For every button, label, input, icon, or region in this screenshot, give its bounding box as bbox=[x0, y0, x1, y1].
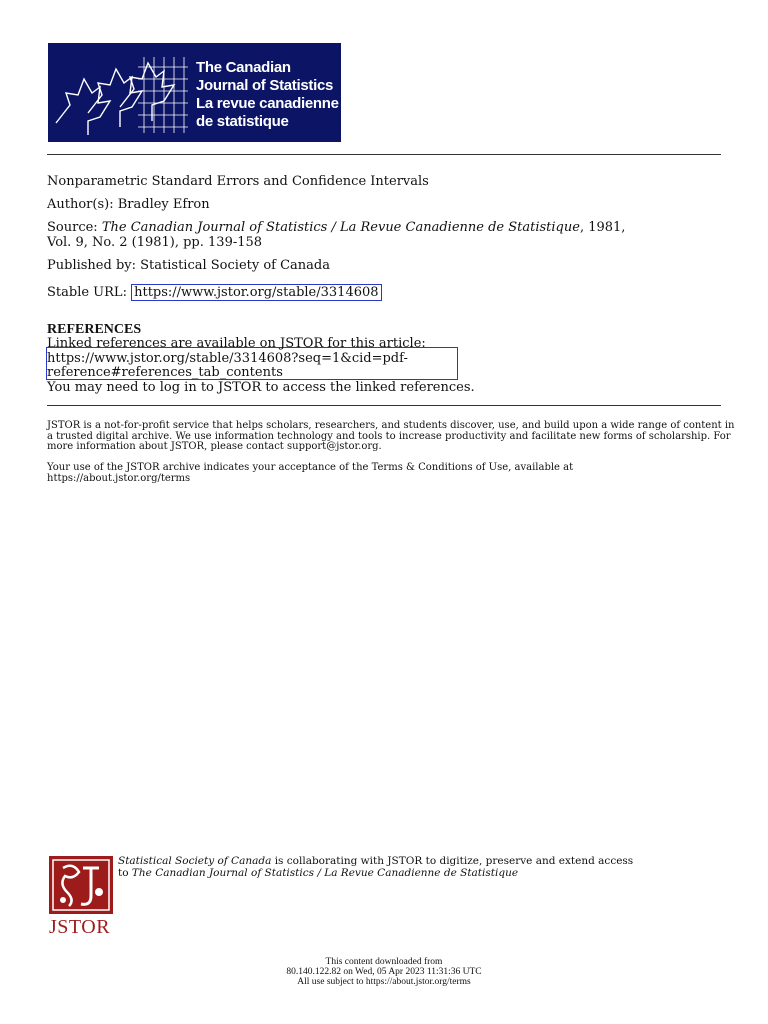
collaboration-text: is collaborating with JSTOR to digitize, preserve and extend access bbox=[271, 855, 634, 867]
stable-url-line bbox=[47, 285, 382, 301]
source-line-2: Vol. 9, No. 2 (1981), pp. 139-158 bbox=[47, 235, 263, 250]
source-journal: The Canadian Journal of Statistics / La Revue Canadienne de Statistique bbox=[101, 220, 580, 235]
footer-line-2: 80.140.122.82 on Wed, 05 Apr 2023 11:31:36 UTC bbox=[286, 967, 482, 977]
stable-url-link[interactable]: https://www.jstor.org/stable/3314608 bbox=[131, 284, 381, 301]
publisher-value: Statistical Society of Canada bbox=[140, 258, 331, 273]
divider-top bbox=[47, 154, 721, 155]
jstor-emblem-icon bbox=[49, 856, 113, 914]
references-block bbox=[47, 337, 475, 395]
logo-line: The Canadian bbox=[196, 59, 291, 76]
terms-paragraph bbox=[47, 463, 737, 484]
references-intro: Linked references are available on JSTOR for this article: bbox=[47, 336, 426, 351]
jstor-about-paragraph: JSTOR is a not-for-profit service that helps scholars, researchers, and students discover, use, and build upon a wide range of content in a trusted digital archive. We use information technology and tools to increase productivity and facilitate new forms of scholarship. For more information about JSTOR, please contact support@jstor.org. bbox=[47, 420, 735, 453]
divider-middle bbox=[47, 405, 721, 406]
authors-label: Author(s): bbox=[47, 197, 114, 212]
stable-url-label: Stable URL: bbox=[47, 285, 127, 300]
collaboration-journal: The Canadian Journal of Statistics / La Revue Canadienne de Statistique bbox=[131, 866, 519, 879]
publisher-line bbox=[47, 258, 330, 274]
collaboration-to: to bbox=[118, 866, 132, 879]
logo-line: de statistique bbox=[196, 113, 289, 130]
download-footer bbox=[0, 957, 768, 987]
jstor-wordmark: JSTOR bbox=[49, 916, 111, 938]
terms-url[interactable]: https://about.jstor.org/terms bbox=[47, 472, 191, 484]
source-line bbox=[47, 220, 625, 236]
collaboration-notice bbox=[118, 856, 633, 879]
references-heading: REFERENCES bbox=[47, 322, 142, 337]
source-label: Source: bbox=[47, 220, 98, 235]
journal-logo bbox=[48, 43, 341, 142]
source-year: , 1981, bbox=[579, 220, 626, 235]
references-link-line-2[interactable]: reference#references_tab_contents bbox=[47, 365, 283, 380]
journal-logo-text bbox=[196, 59, 339, 131]
terms-line: Your use of the JSTOR archive indicates your acceptance of the Terms & Conditions of Use, available at bbox=[47, 462, 574, 473]
article-title: Nonparametric Standard Errors and Confidence Intervals bbox=[47, 174, 429, 189]
jstor-logo bbox=[49, 856, 115, 939]
society-name: Statistical Society of Canada bbox=[118, 855, 272, 867]
maple-leaf-grid-icon bbox=[48, 43, 196, 142]
footer-line-3: All use subject to https://about.jstor.org/terms bbox=[297, 977, 471, 987]
logo-line: Journal of Statistics bbox=[196, 77, 334, 94]
authors-value: Bradley Efron bbox=[117, 197, 210, 212]
references-note: You may need to log in to JSTOR to access the linked references. bbox=[47, 379, 475, 395]
references-link-line-1[interactable]: https://www.jstor.org/stable/3314608?seq=1&cid=pdf- bbox=[47, 350, 408, 366]
authors-line bbox=[47, 197, 210, 213]
footer-line-1: This content downloaded from bbox=[325, 957, 443, 967]
logo-line: La revue canadienne bbox=[196, 95, 339, 112]
publisher-label: Published by: bbox=[47, 258, 136, 273]
